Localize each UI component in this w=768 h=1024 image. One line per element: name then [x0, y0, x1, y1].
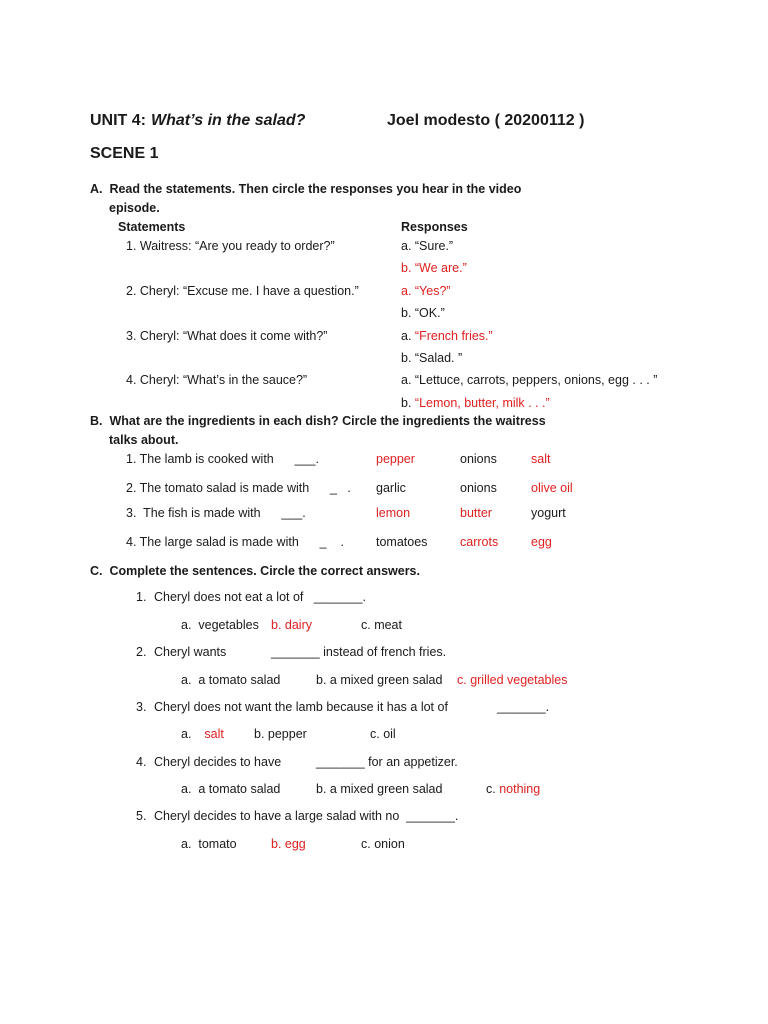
question-3-option-c: c. oil — [370, 727, 396, 741]
section-b-instruction: B. What are the ingredients in each dish? Circle the ingredients the waitress — [90, 414, 546, 428]
statement-4: 4. Cheryl: “What’s in the sauce?” — [126, 373, 308, 387]
dish-4-choice-2: carrots — [460, 535, 499, 549]
unit-title — [151, 113, 305, 129]
question-3-text: Cheryl does not want the lamb because it has a lot of — [154, 700, 448, 714]
dish-1-choice-3: salt — [531, 452, 551, 466]
question-2-option-c: c. grilled vegetables — [457, 673, 568, 687]
dish-3-sentence: 3. The fish is made with ___. — [126, 506, 306, 520]
statement-1: 1. Waitress: “Are you ready to order?” — [126, 239, 335, 253]
response-4b-answer: “Lemon, butter, milk . . .” — [414, 396, 550, 410]
question-3-option-a-letter: a. — [181, 727, 199, 741]
question-4-option-c — [486, 783, 540, 796]
question-4-option-a: a. a tomato salad — [181, 782, 281, 796]
response-3a-answer: “French fries.” — [414, 329, 493, 343]
question-5-number: 5. — [136, 809, 147, 823]
dish-3-choice-2: butter — [460, 506, 492, 520]
response-1a: a. “Sure.” — [401, 239, 454, 253]
question-3-option-a-answer: salt — [204, 727, 224, 741]
dish-4-choice-3: egg — [531, 535, 552, 549]
dish-1-choice-2: onions — [460, 452, 497, 466]
response-3a — [401, 330, 493, 343]
dish-3-choice-1: lemon — [376, 506, 411, 520]
responses-header: Responses — [401, 220, 468, 234]
question-5-text: Cheryl decides to have a large salad with no _______. — [154, 809, 459, 823]
question-3-option-a — [181, 728, 224, 741]
dish-4-sentence: 4. The large salad is made with _ . — [126, 535, 344, 549]
question-1-option-b: b. dairy — [271, 618, 312, 632]
question-4-text: Cheryl decides to have — [154, 755, 282, 769]
question-3-number: 3. — [136, 700, 147, 714]
statement-3: 3. Cheryl: “What does it come with?” — [126, 329, 328, 343]
question-5-option-a: a. tomato — [181, 837, 237, 851]
question-2-option-b: b. a mixed green salad — [316, 673, 443, 687]
question-3-blank: _______. — [497, 700, 550, 714]
section-b-instruction-cont: talks about. — [109, 433, 179, 447]
question-4-number: 4. — [136, 755, 147, 769]
dish-2-choice-2: onions — [460, 481, 497, 495]
question-1-option-c: c. meat — [361, 618, 402, 632]
question-2-blank: _______ instead of french fries. — [271, 645, 447, 659]
question-2-option-a: a. a tomato salad — [181, 673, 281, 687]
dish-1-sentence: 1. The lamb is cooked with ___. — [126, 452, 319, 466]
response-4b-letter: b. — [401, 396, 415, 410]
response-1b: b. “We are.” — [401, 261, 467, 275]
section-a-instruction: A. Read the statements. Then circle the responses you hear in the video — [90, 182, 522, 196]
response-3a-letter: a. — [401, 329, 415, 343]
response-3b: b. “Salad. ” — [401, 351, 463, 365]
question-2-number: 2. — [136, 645, 147, 659]
dish-2-choice-3: olive oil — [531, 481, 573, 495]
question-4-option-b: b. a mixed green salad — [316, 782, 443, 796]
response-2b: b. “OK.” — [401, 306, 445, 320]
section-a-instruction-cont: episode. — [109, 201, 160, 215]
response-2a: a. “Yes?” — [401, 284, 451, 298]
question-4-option-c-answer: nothing — [499, 782, 541, 796]
section-c-instruction: C. Complete the sentences. Circle the correct answers. — [90, 564, 420, 578]
dish-4-choice-1: tomatoes — [376, 535, 428, 549]
question-4-option-c-letter: c. — [486, 782, 500, 796]
statements-header: Statements — [118, 220, 186, 234]
student-name: Joel modesto ( 20200112 ) — [387, 112, 585, 129]
question-5-option-c: c. onion — [361, 837, 405, 851]
question-1-number: 1. — [136, 590, 147, 604]
question-3-option-b: b. pepper — [254, 727, 307, 741]
statement-2: 2. Cheryl: “Excuse me. I have a question.” — [126, 284, 359, 298]
question-2-text: Cheryl wants — [154, 645, 227, 659]
scene-heading: SCENE 1 — [90, 145, 159, 162]
dish-1-choice-1: pepper — [376, 452, 415, 466]
response-4a: a. “Lettuce, carrots, peppers, onions, egg . . . ” — [401, 373, 658, 387]
unit-title-text: What’s in the salad? — [151, 112, 306, 129]
dish-3-choice-3: yogurt — [531, 506, 566, 520]
dish-2-sentence: 2. The tomato salad is made with _ . — [126, 481, 351, 495]
question-1-text: Cheryl does not eat a lot of _______. — [154, 590, 366, 604]
response-4b — [401, 397, 550, 410]
unit-label: UNIT 4: — [90, 112, 146, 129]
question-1-option-a: a. vegetables — [181, 618, 259, 632]
dish-2-choice-1: garlic — [376, 481, 406, 495]
question-5-option-b: b. egg — [271, 837, 306, 851]
question-4-blank: _______ for an appetizer. — [316, 755, 458, 769]
